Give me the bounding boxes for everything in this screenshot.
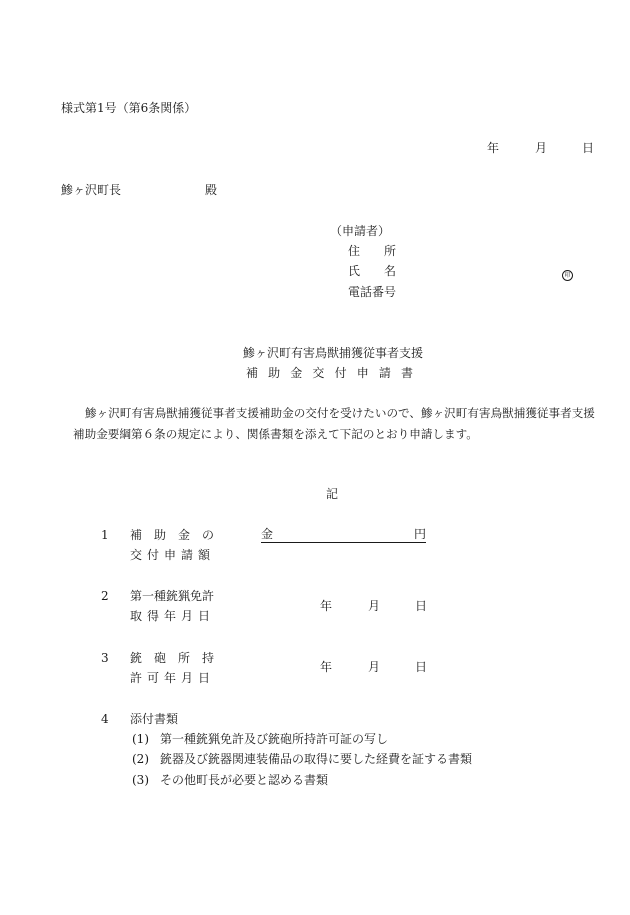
document-title-line2: 補 助 金 交 付 申 請 書 [246,366,413,380]
item3-date-day: 日 [415,660,428,674]
item1-label-line1: 補 助 金 の [130,528,214,542]
item4-number: 4 [101,712,109,726]
item3-date-year: 年 [320,660,333,674]
name-label: 氏 名 [348,264,397,278]
document-title-line1: 鯵ヶ沢町有害鳥獣捕獲従事者支援 [243,346,424,360]
attachment-2-text: 銃器及び銃器関連装備品の取得に要した経費を証する書類 [160,752,473,766]
item3-label-line1: 銃 砲 所 持 [130,651,214,665]
attachment-3-text: その他町長が必要と認める書類 [160,773,329,787]
addressee-mayor: 鯵ヶ沢町長 [61,183,122,197]
item3-label-line2: 許 可 年 月 日 [130,671,210,685]
attachment-2-num: (2) [132,752,149,766]
item1-number: 1 [101,528,109,542]
phone-label: 電話番号 [348,285,397,299]
item3-date-month: 月 [368,660,381,674]
attachment-3-num: (3) [132,773,149,787]
address-label: 住 所 [348,244,397,258]
seal-mark: 印 [562,266,573,281]
body-line1: 鯵ヶ沢町有害鳥獣捕獲従事者支援補助金の交付を受けたいので、鯵ヶ沢町有害鳥獣捕獲従事者支援 [85,406,595,420]
body-line2: 補助金要綱第６条の規定により、関係書類を添えて下記のとおり申請します。 [73,427,478,441]
item1-amount-field [261,527,426,543]
item2-label-line1: 第一種銃猟免許 [130,589,215,603]
ki-heading: 記 [326,487,339,501]
amount-suffix: 円 [413,527,426,541]
applicant-header: （申請者） [330,224,391,238]
date-day: 日 [582,141,595,155]
item4-label: 添付書類 [130,712,179,726]
attachment-1-num: (1) [132,732,149,746]
addressee-honorific: 殿 [205,183,218,197]
item3-number: 3 [101,651,109,665]
item2-label-line2: 取 得 年 月 日 [130,609,210,623]
form-number: 様式第1号（第6条関係） [61,101,197,115]
amount-prefix: 金 [261,527,274,541]
item2-date-day: 日 [415,599,428,613]
date-year: 年 [487,141,500,155]
item2-date-month: 月 [368,599,381,613]
item1-label-line2: 交 付 申 請 額 [130,548,210,562]
item2-date-year: 年 [320,599,333,613]
date-month: 月 [535,141,548,155]
item2-number: 2 [101,589,109,603]
attachment-1-text: 第一種銃猟免許及び銃砲所持許可証の写し [160,732,389,746]
